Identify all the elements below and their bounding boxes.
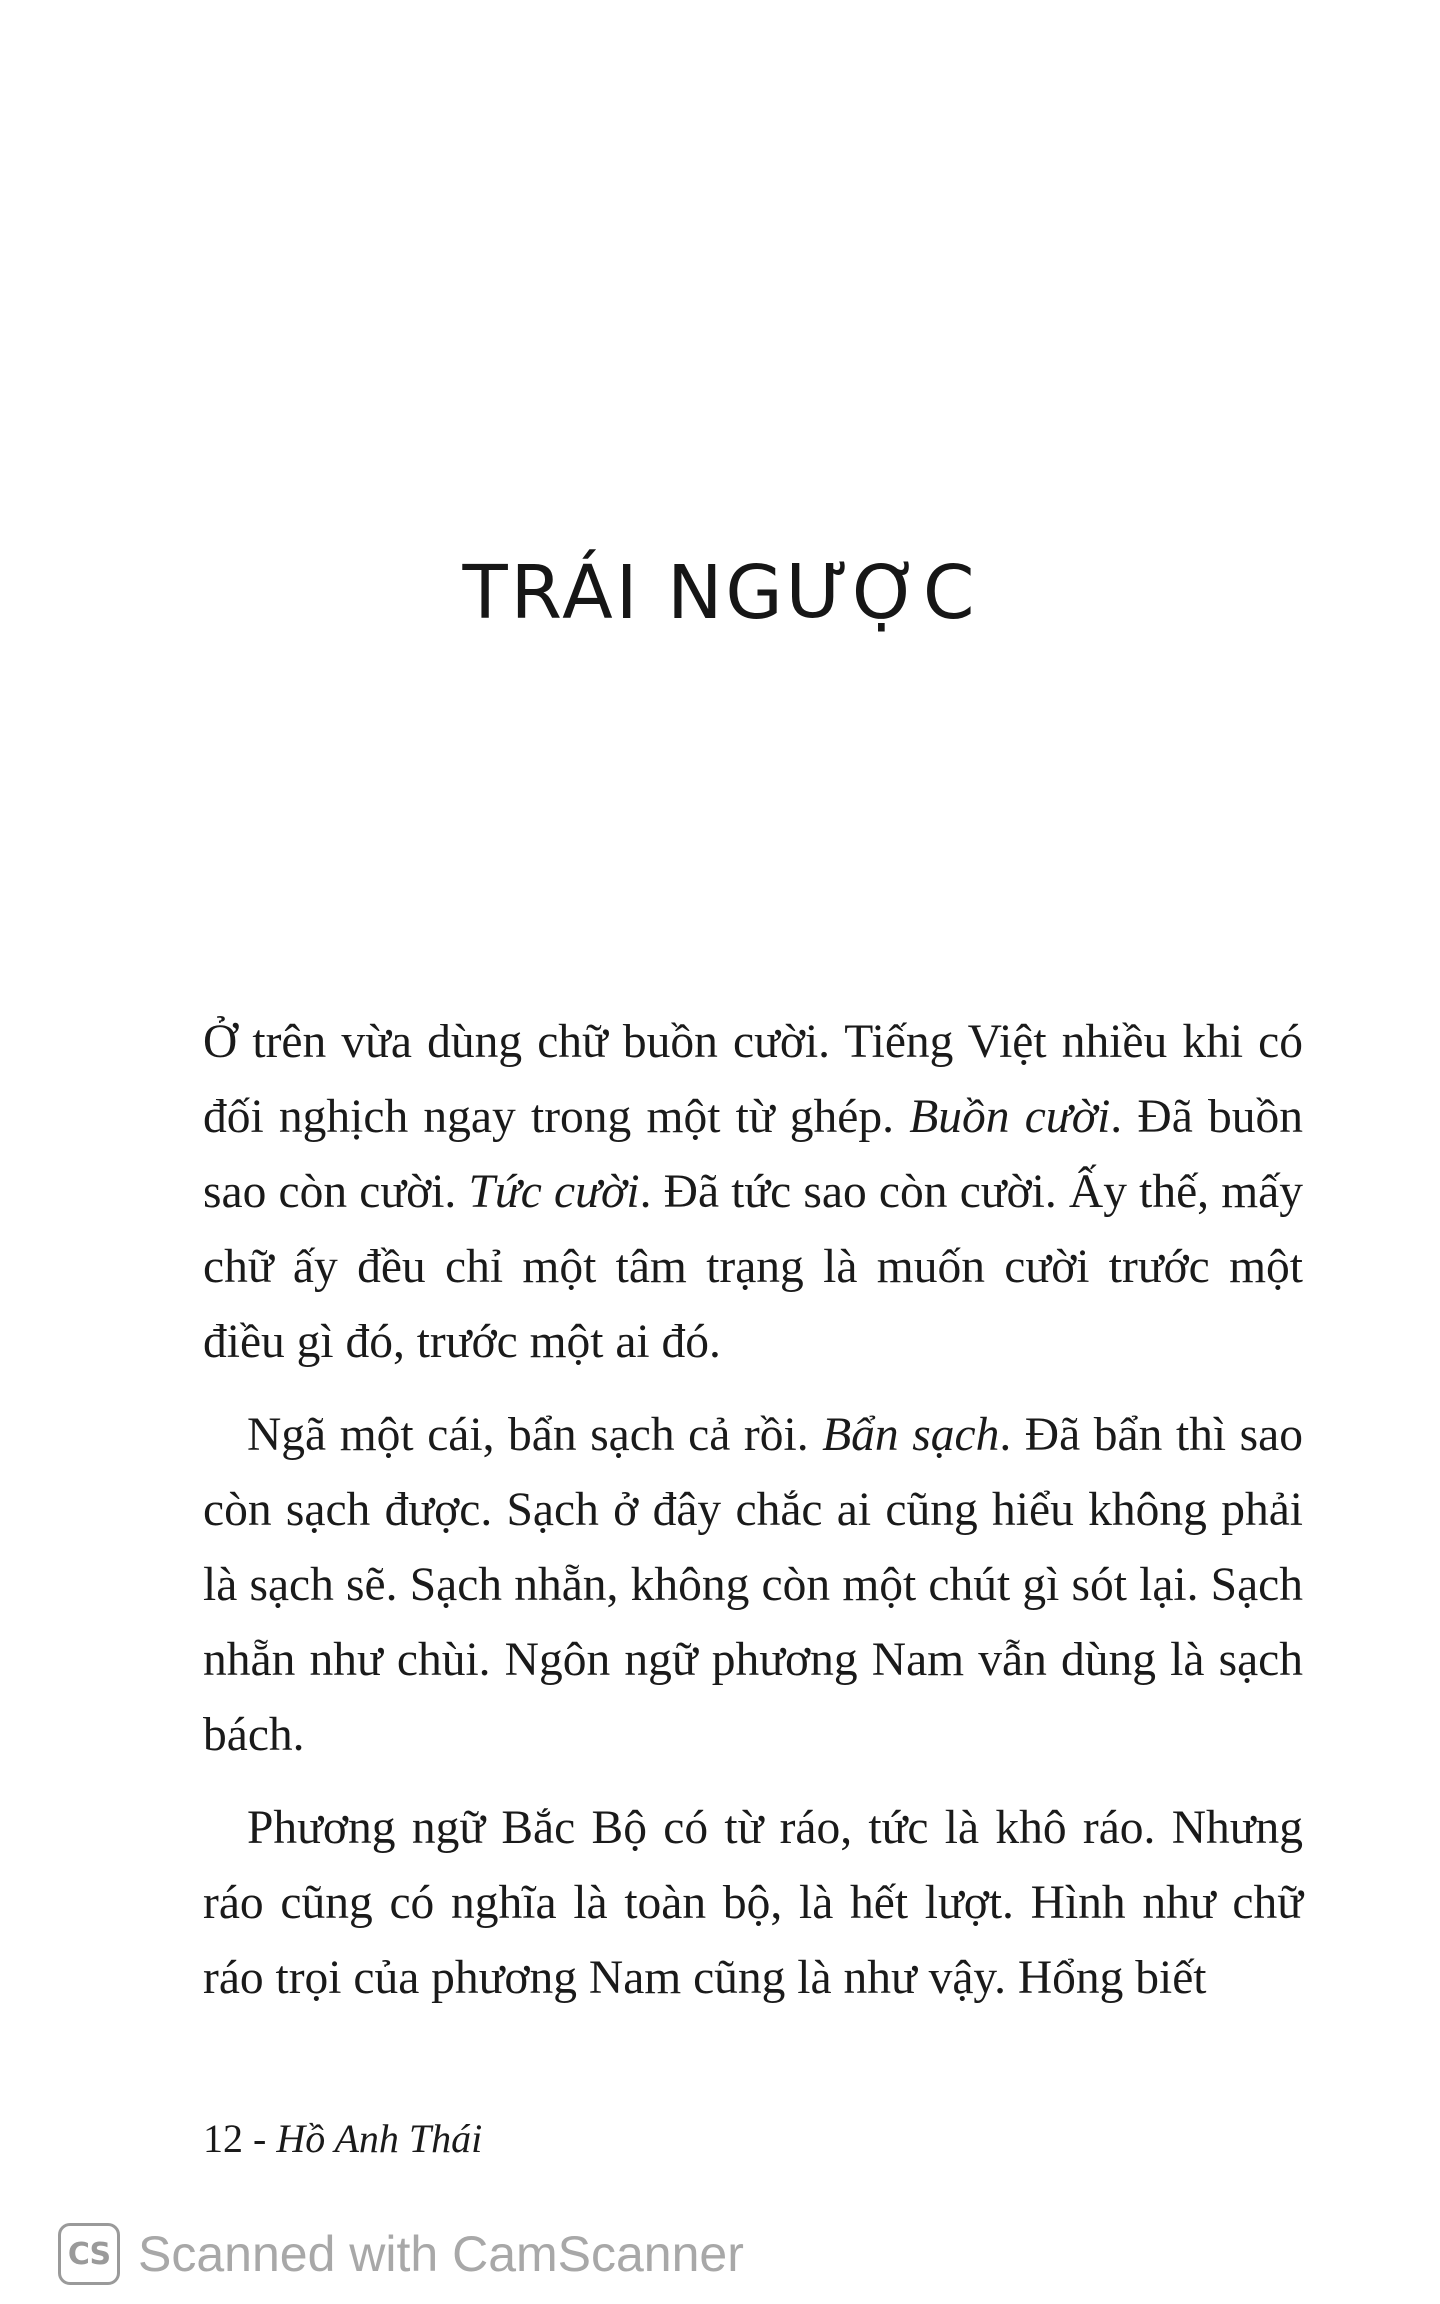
text-segment: . Đã buồn sao còn cười. (203, 1091, 1304, 1218)
italic-term-ban-sach: Bẩn sạch (822, 1409, 1000, 1461)
text-segment: Ngã một cái, bẩn sạch cả rồi. (247, 1409, 823, 1461)
paragraph-3 (203, 1791, 1303, 2016)
text-segment: Ở trên vừa dùng chữ buồn cười. Tiếng Việt nhiều khi có đối nghịch ngay trong một từ ghép. (203, 1016, 1303, 1143)
chapter-title: TRÁI NGƯỢC (462, 549, 978, 636)
text-segment: Phương ngữ Bắc Bộ có từ ráo, tức là khô ráo. Nhưng ráo cũng có nghĩa là toàn bộ, là hết lượt. Hình như chữ ráo trọi của phương Nam cũng là như vậy. Hổng biết (203, 1802, 1303, 2004)
camscanner-watermark (58, 2218, 744, 2290)
camscanner-logo-icon: CS (58, 2223, 120, 2285)
watermark-text: Scanned with CamScanner (138, 2226, 744, 2282)
text-segment: . Đã tức sao còn cười. Ấy thế, mấy chữ ấy đều chỉ một tâm trạng là muốn cười trước một điều gì đó, trước một ai đó. (203, 1166, 1303, 1368)
italic-term-buon-cuoi: Buồn cười (909, 1091, 1111, 1143)
page-footer (203, 2115, 482, 2162)
footer-separator: - (243, 2116, 277, 2161)
author-name: Hồ Anh Thái (276, 2116, 483, 2161)
body-text (203, 1005, 1303, 2034)
paragraph-1 (203, 1005, 1303, 1380)
paragraph-2 (203, 1398, 1303, 1773)
italic-term-tuc-cuoi: Tức cười (468, 1166, 640, 1218)
page-number: 12 (203, 2116, 243, 2161)
text-segment: . Đã bẩn thì sao còn sạch được. Sạch ở đây chắc ai cũng hiểu không phải là sạch sẽ. Sạch nhẵn, không còn một chút gì sót lại. Sạch nhẵn như chùi. Ngôn ngữ phương Nam vẫn dùng là sạch bách. (203, 1409, 1303, 1761)
